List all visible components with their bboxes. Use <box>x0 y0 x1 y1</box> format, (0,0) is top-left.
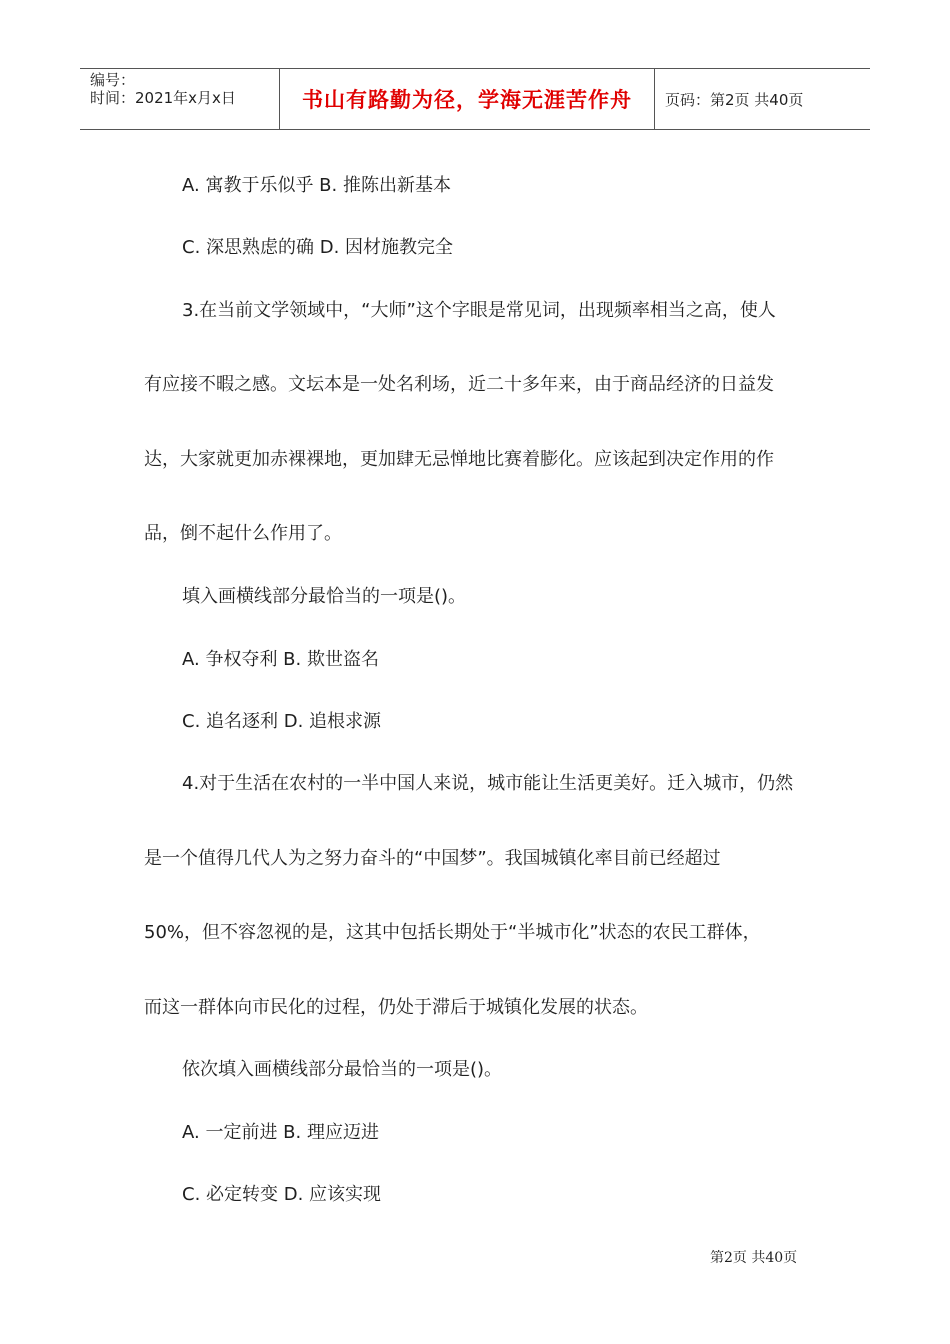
question-4-prompt: 依次填入画横线部分最恰当的一项是()。 <box>182 1059 503 1080</box>
question-4-line-1: 4.对于生活在农村的一半中国人来说，城市能让生活更美好。迁入城市，仍然 <box>182 773 794 794</box>
header-page-label: 页码：第2页 共40页 <box>665 90 804 109</box>
option-line-a: A. 寓教于乐似乎 B. 推陈出新基本 <box>182 175 451 196</box>
date-label: 时间：2021年x月x日 <box>90 89 236 107</box>
question-4-line-4: 而这一群体向市民化的过程，仍处于滞后于城镇化发展的状态。 <box>144 997 648 1018</box>
question-3-line-2: 有应接不暇之感。文坛本是一处名利场，近二十多年来，由于商品经济的日益发 <box>144 374 774 395</box>
question-3-line-3: 达，大家就更加赤裸裸地，更加肆无忌惮地比赛着膨化。应该起到决定作用的作 <box>144 449 774 470</box>
question-3-line-4: 品，倒不起什么作用了。 <box>144 523 342 544</box>
page-header <box>80 68 870 130</box>
question-3-option-a: A. 争权夺利 B. 欺世盗名 <box>182 649 379 670</box>
question-4-option-a: A. 一定前进 B. 理应迈进 <box>182 1122 379 1143</box>
question-4-line-3: 50%，但不容忽视的是，这其中包括长期处于“半城市化”状态的农民工群体， <box>144 922 761 943</box>
header-meta <box>80 69 280 129</box>
question-3-option-c: C. 追名逐利 D. 追根求源 <box>182 711 382 732</box>
page-footer: 第2页 共40页 <box>710 1250 798 1266</box>
option-line-c: C. 深思熟虑的确 D. 因材施教完全 <box>182 237 454 258</box>
question-4-line-2: 是一个值得几代人为之努力奋斗的“中国梦”。我国城镇化率目前已经超过 <box>144 848 721 869</box>
question-4-option-c: C. 必定转变 D. 应该实现 <box>182 1184 382 1205</box>
header-motto: 书山有路勤为径，学海无涯苦作舟 <box>280 69 655 129</box>
question-3-line-1: 3.在当前文学领域中，“大师”这个字眼是常见词，出现频率相当之高，使人 <box>182 300 776 321</box>
question-3-prompt: 填入画横线部分最恰当的一项是()。 <box>182 586 467 607</box>
number-label: 编号： <box>90 71 136 89</box>
